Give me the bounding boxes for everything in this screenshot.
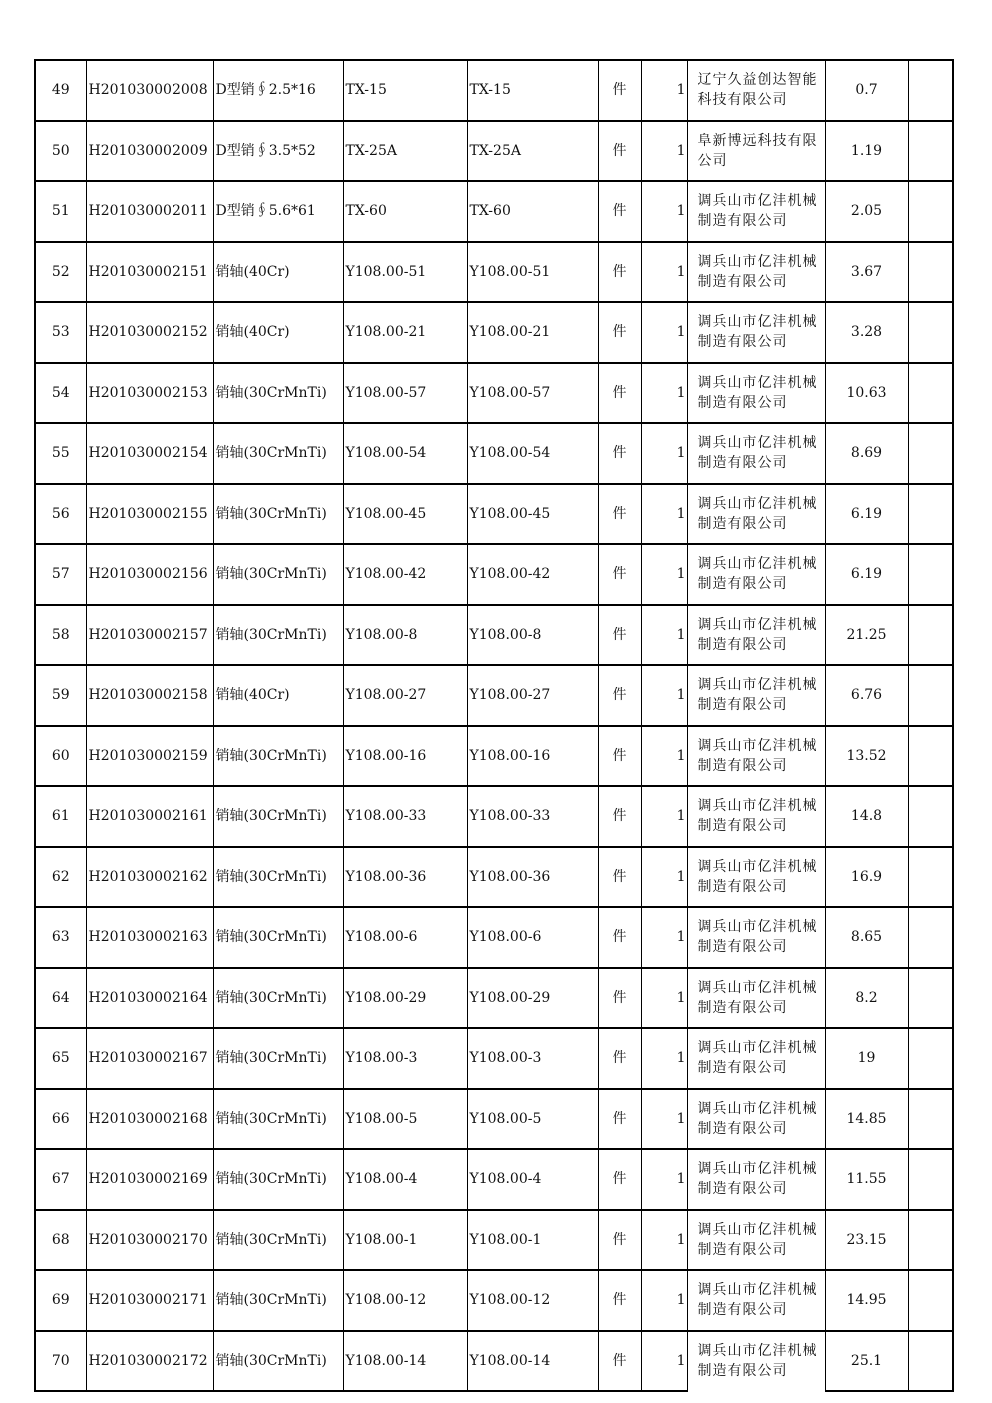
remark-cell — [908, 242, 953, 303]
model-cell: Y108.00-27 — [467, 665, 598, 726]
spec-cell: Y108.00-14 — [343, 1331, 467, 1392]
model-cell: Y108.00-16 — [467, 726, 598, 787]
supplier-cell: 调兵山市亿沣机械制造有限公司 — [687, 544, 825, 605]
part-name-cell: 销轴(30CrMnTi) — [213, 786, 343, 847]
quantity-cell: 1 — [641, 1270, 687, 1331]
supplier-cell: 调兵山市亿沣机械制造有限公司 — [687, 1210, 825, 1271]
table-row — [35, 1028, 953, 1089]
spec-cell: Y108.00-12 — [343, 1270, 467, 1331]
unit-cell: 件 — [598, 907, 641, 968]
unit-cell: 件 — [598, 363, 641, 424]
model-cell: Y108.00-8 — [467, 605, 598, 666]
material-code-cell: H201030002009 — [86, 121, 213, 182]
material-code-cell: H201030002162 — [86, 847, 213, 908]
unit-cell: 件 — [598, 1149, 641, 1210]
spec-cell: Y108.00-51 — [343, 242, 467, 303]
material-code-cell: H201030002158 — [86, 665, 213, 726]
quantity-cell: 1 — [641, 1331, 687, 1392]
remark-cell — [908, 1028, 953, 1089]
part-name-cell: 销轴(30CrMnTi) — [213, 484, 343, 545]
quantity-cell: 1 — [641, 605, 687, 666]
unit-cell: 件 — [598, 1089, 641, 1150]
part-name-cell: D型销∮3.5*52 — [213, 121, 343, 182]
price-cell: 19 — [825, 1028, 908, 1089]
parts-table — [34, 59, 954, 1392]
unit-cell: 件 — [598, 423, 641, 484]
price-cell: 3.28 — [825, 302, 908, 363]
remark-cell — [908, 907, 953, 968]
table-row — [35, 786, 953, 847]
row-index-cell: 58 — [35, 605, 86, 666]
supplier-cell: 调兵山市亿沣机械制造有限公司 — [687, 726, 825, 787]
supplier-cell: 调兵山市亿沣机械制造有限公司 — [687, 302, 825, 363]
row-index-cell: 62 — [35, 847, 86, 908]
quantity-cell: 1 — [641, 484, 687, 545]
supplier-cell: 调兵山市亿沣机械制造有限公司 — [687, 242, 825, 303]
price-cell: 8.69 — [825, 423, 908, 484]
row-index-cell: 50 — [35, 121, 86, 182]
model-cell: Y108.00-36 — [467, 847, 598, 908]
quantity-cell: 1 — [641, 302, 687, 363]
price-cell: 25.1 — [825, 1331, 908, 1392]
model-cell: Y108.00-12 — [467, 1270, 598, 1331]
quantity-cell: 1 — [641, 1210, 687, 1271]
remark-cell — [908, 363, 953, 424]
part-name-cell: 销轴(40Cr) — [213, 665, 343, 726]
part-name-cell: 销轴(30CrMnTi) — [213, 1331, 343, 1392]
table-row — [35, 726, 953, 787]
unit-cell: 件 — [598, 726, 641, 787]
remark-cell — [908, 423, 953, 484]
row-index-cell: 68 — [35, 1210, 86, 1271]
remark-cell — [908, 1331, 953, 1392]
row-index-cell: 52 — [35, 242, 86, 303]
table-row — [35, 907, 953, 968]
quantity-cell: 1 — [641, 423, 687, 484]
row-index-cell: 64 — [35, 968, 86, 1029]
price-cell: 3.67 — [825, 242, 908, 303]
spec-cell: Y108.00-45 — [343, 484, 467, 545]
table-row — [35, 1089, 953, 1150]
table-row — [35, 242, 953, 303]
table-row — [35, 605, 953, 666]
remark-cell — [908, 726, 953, 787]
material-code-cell: H201030002156 — [86, 544, 213, 605]
model-cell: Y108.00-21 — [467, 302, 598, 363]
quantity-cell: 1 — [641, 1149, 687, 1210]
material-code-cell: H201030002169 — [86, 1149, 213, 1210]
supplier-cell: 调兵山市亿沣机械制造有限公司 — [687, 423, 825, 484]
spec-cell: Y108.00-8 — [343, 605, 467, 666]
supplier-cell: 调兵山市亿沣机械制造有限公司 — [687, 907, 825, 968]
model-cell: Y108.00-14 — [467, 1331, 598, 1392]
price-cell: 0.7 — [825, 60, 908, 121]
remark-cell — [908, 968, 953, 1029]
model-cell: Y108.00-4 — [467, 1149, 598, 1210]
supplier-cell: 调兵山市亿沣机械制造有限公司 — [687, 847, 825, 908]
model-cell: Y108.00-3 — [467, 1028, 598, 1089]
quantity-cell: 1 — [641, 363, 687, 424]
remark-cell — [908, 121, 953, 182]
table-row — [35, 121, 953, 182]
model-cell: Y108.00-54 — [467, 423, 598, 484]
remark-cell — [908, 302, 953, 363]
row-index-cell: 51 — [35, 181, 86, 242]
row-index-cell: 53 — [35, 302, 86, 363]
part-name-cell: 销轴(30CrMnTi) — [213, 423, 343, 484]
part-name-cell: 销轴(30CrMnTi) — [213, 544, 343, 605]
quantity-cell: 1 — [641, 121, 687, 182]
model-cell: TX-60 — [467, 181, 598, 242]
material-code-cell: H201030002164 — [86, 968, 213, 1029]
price-cell: 11.55 — [825, 1149, 908, 1210]
model-cell: Y108.00-42 — [467, 544, 598, 605]
supplier-cell: 调兵山市亿沣机械制造有限公司 — [687, 1089, 825, 1150]
remark-cell — [908, 484, 953, 545]
remark-cell — [908, 544, 953, 605]
material-code-cell: H201030002171 — [86, 1270, 213, 1331]
quantity-cell: 1 — [641, 181, 687, 242]
supplier-cell: 调兵山市亿沣机械制造有限公司 — [687, 665, 825, 726]
unit-cell: 件 — [598, 242, 641, 303]
supplier-cell: 调兵山市亿沣机械制造有限公司 — [687, 181, 825, 242]
row-index-cell: 57 — [35, 544, 86, 605]
part-name-cell: 销轴(40Cr) — [213, 242, 343, 303]
quantity-cell: 1 — [641, 665, 687, 726]
row-index-cell: 70 — [35, 1331, 86, 1392]
supplier-cell: 辽宁久益创达智能科技有限公司 — [687, 60, 825, 121]
table-row — [35, 1210, 953, 1271]
unit-cell: 件 — [598, 484, 641, 545]
unit-cell: 件 — [598, 544, 641, 605]
part-name-cell: 销轴(30CrMnTi) — [213, 363, 343, 424]
remark-cell — [908, 1210, 953, 1271]
material-code-cell: H201030002167 — [86, 1028, 213, 1089]
supplier-cell: 调兵山市亿沣机械制造有限公司 — [687, 363, 825, 424]
supplier-cell: 调兵山市亿沣机械制造有限公司 — [687, 605, 825, 666]
quantity-cell: 1 — [641, 726, 687, 787]
unit-cell: 件 — [598, 786, 641, 847]
row-index-cell: 61 — [35, 786, 86, 847]
material-code-cell: H201030002163 — [86, 907, 213, 968]
row-index-cell: 69 — [35, 1270, 86, 1331]
row-index-cell: 55 — [35, 423, 86, 484]
material-code-cell: H201030002155 — [86, 484, 213, 545]
model-cell: Y108.00-29 — [467, 968, 598, 1029]
supplier-cell: 阜新博远科技有限公司 — [687, 121, 825, 182]
spec-cell: TX-15 — [343, 60, 467, 121]
supplier-cell: 调兵山市亿沣机械制造有限公司 — [687, 786, 825, 847]
spec-cell: Y108.00-4 — [343, 1149, 467, 1210]
spec-cell: Y108.00-57 — [343, 363, 467, 424]
spec-cell: TX-60 — [343, 181, 467, 242]
material-code-cell: H201030002153 — [86, 363, 213, 424]
remark-cell — [908, 1149, 953, 1210]
price-cell: 14.95 — [825, 1270, 908, 1331]
part-name-cell: D型销∮5.6*61 — [213, 181, 343, 242]
model-cell: Y108.00-45 — [467, 484, 598, 545]
material-code-cell: H201030002159 — [86, 726, 213, 787]
quantity-cell: 1 — [641, 1089, 687, 1150]
material-code-cell: H201030002152 — [86, 302, 213, 363]
price-cell: 6.19 — [825, 484, 908, 545]
quantity-cell: 1 — [641, 242, 687, 303]
part-name-cell: 销轴(30CrMnTi) — [213, 847, 343, 908]
unit-cell: 件 — [598, 181, 641, 242]
quantity-cell: 1 — [641, 968, 687, 1029]
table-row — [35, 363, 953, 424]
row-index-cell: 49 — [35, 60, 86, 121]
table-row — [35, 847, 953, 908]
table-row — [35, 181, 953, 242]
spec-cell: Y108.00-36 — [343, 847, 467, 908]
supplier-cell: 调兵山市亿沣机械制造有限公司 — [687, 1149, 825, 1210]
price-cell: 13.52 — [825, 726, 908, 787]
row-index-cell: 66 — [35, 1089, 86, 1150]
table-body — [35, 60, 953, 1391]
row-index-cell: 56 — [35, 484, 86, 545]
supplier-cell: 调兵山市亿沣机械制造有限公司 — [687, 1028, 825, 1089]
spec-cell: Y108.00-6 — [343, 907, 467, 968]
model-cell: Y108.00-57 — [467, 363, 598, 424]
material-code-cell: H201030002151 — [86, 242, 213, 303]
table-row — [35, 60, 953, 121]
remark-cell — [908, 786, 953, 847]
price-cell: 23.15 — [825, 1210, 908, 1271]
table-row — [35, 1331, 953, 1392]
model-cell: Y108.00-33 — [467, 786, 598, 847]
table-row — [35, 302, 953, 363]
price-cell: 2.05 — [825, 181, 908, 242]
row-index-cell: 67 — [35, 1149, 86, 1210]
spec-cell: Y108.00-27 — [343, 665, 467, 726]
quantity-cell: 1 — [641, 907, 687, 968]
supplier-cell: 调兵山市亿沣机械制造有限公司 — [687, 484, 825, 545]
spec-cell: Y108.00-1 — [343, 1210, 467, 1271]
table-row — [35, 1270, 953, 1331]
unit-cell: 件 — [598, 1210, 641, 1271]
model-cell: Y108.00-51 — [467, 242, 598, 303]
part-name-cell: 销轴(30CrMnTi) — [213, 1149, 343, 1210]
table-row — [35, 968, 953, 1029]
model-cell: TX-25A — [467, 121, 598, 182]
price-cell: 6.19 — [825, 544, 908, 605]
price-cell: 8.2 — [825, 968, 908, 1029]
material-code-cell: H201030002008 — [86, 60, 213, 121]
quantity-cell: 1 — [641, 786, 687, 847]
table-row — [35, 665, 953, 726]
supplier-cell: 调兵山市亿沣机械制造有限公司 — [687, 1270, 825, 1331]
supplier-cell: 调兵山市亿沣机械制造有限公司 — [687, 968, 825, 1029]
price-cell: 14.85 — [825, 1089, 908, 1150]
remark-cell — [908, 847, 953, 908]
unit-cell: 件 — [598, 60, 641, 121]
row-index-cell: 63 — [35, 907, 86, 968]
quantity-cell: 1 — [641, 847, 687, 908]
part-name-cell: 销轴(30CrMnTi) — [213, 907, 343, 968]
remark-cell — [908, 181, 953, 242]
row-index-cell: 54 — [35, 363, 86, 424]
material-code-cell: H201030002168 — [86, 1089, 213, 1150]
material-code-cell: H201030002172 — [86, 1331, 213, 1392]
row-index-cell: 59 — [35, 665, 86, 726]
remark-cell — [908, 1089, 953, 1150]
spec-cell: Y108.00-5 — [343, 1089, 467, 1150]
model-cell: TX-15 — [467, 60, 598, 121]
unit-cell: 件 — [598, 1028, 641, 1089]
table-row — [35, 423, 953, 484]
price-cell: 16.9 — [825, 847, 908, 908]
table-row — [35, 484, 953, 545]
remark-cell — [908, 60, 953, 121]
price-cell: 1.19 — [825, 121, 908, 182]
spec-cell: Y108.00-29 — [343, 968, 467, 1029]
unit-cell: 件 — [598, 1331, 641, 1392]
price-cell: 8.65 — [825, 907, 908, 968]
material-code-cell: H201030002170 — [86, 1210, 213, 1271]
part-name-cell: 销轴(30CrMnTi) — [213, 605, 343, 666]
price-cell: 21.25 — [825, 605, 908, 666]
table-row — [35, 1149, 953, 1210]
quantity-cell: 1 — [641, 60, 687, 121]
material-code-cell: H201030002161 — [86, 786, 213, 847]
material-code-cell: H201030002011 — [86, 181, 213, 242]
price-cell: 10.63 — [825, 363, 908, 424]
quantity-cell: 1 — [641, 1028, 687, 1089]
remark-cell — [908, 605, 953, 666]
model-cell: Y108.00-6 — [467, 907, 598, 968]
table-row — [35, 544, 953, 605]
unit-cell: 件 — [598, 605, 641, 666]
supplier-cell: 调兵山市亿沣机械制造有限公司 — [687, 1331, 825, 1392]
unit-cell: 件 — [598, 968, 641, 1029]
material-code-cell: H201030002154 — [86, 423, 213, 484]
spec-cell: Y108.00-16 — [343, 726, 467, 787]
unit-cell: 件 — [598, 121, 641, 182]
part-name-cell: 销轴(30CrMnTi) — [213, 1028, 343, 1089]
spec-cell: Y108.00-33 — [343, 786, 467, 847]
part-name-cell: D型销∮2.5*16 — [213, 60, 343, 121]
part-name-cell: 销轴(30CrMnTi) — [213, 1210, 343, 1271]
model-cell: Y108.00-1 — [467, 1210, 598, 1271]
part-name-cell: 销轴(30CrMnTi) — [213, 1270, 343, 1331]
spec-cell: Y108.00-21 — [343, 302, 467, 363]
part-name-cell: 销轴(40Cr) — [213, 302, 343, 363]
unit-cell: 件 — [598, 302, 641, 363]
unit-cell: 件 — [598, 847, 641, 908]
quantity-cell: 1 — [641, 544, 687, 605]
remark-cell — [908, 1270, 953, 1331]
price-cell: 6.76 — [825, 665, 908, 726]
unit-cell: 件 — [598, 1270, 641, 1331]
spec-cell: Y108.00-54 — [343, 423, 467, 484]
remark-cell — [908, 665, 953, 726]
spec-cell: TX-25A — [343, 121, 467, 182]
spec-cell: Y108.00-42 — [343, 544, 467, 605]
part-name-cell: 销轴(30CrMnTi) — [213, 726, 343, 787]
model-cell: Y108.00-5 — [467, 1089, 598, 1150]
unit-cell: 件 — [598, 665, 641, 726]
spec-cell: Y108.00-3 — [343, 1028, 467, 1089]
row-index-cell: 65 — [35, 1028, 86, 1089]
row-index-cell: 60 — [35, 726, 86, 787]
part-name-cell: 销轴(30CrMnTi) — [213, 1089, 343, 1150]
price-cell: 14.8 — [825, 786, 908, 847]
material-code-cell: H201030002157 — [86, 605, 213, 666]
part-name-cell: 销轴(30CrMnTi) — [213, 968, 343, 1029]
